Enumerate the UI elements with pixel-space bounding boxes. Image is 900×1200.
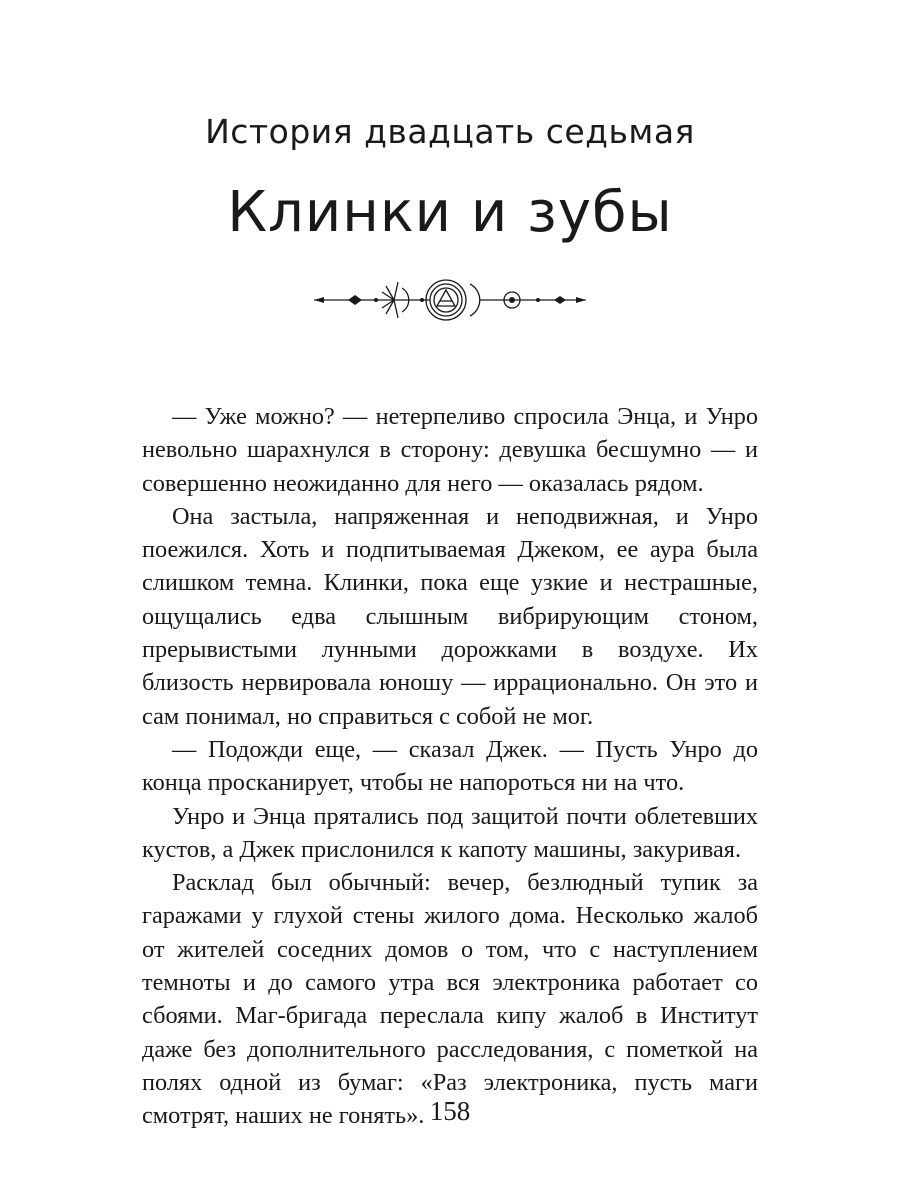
body-text xyxy=(142,400,758,1133)
page-number: 158 xyxy=(429,1096,471,1126)
chapter-number: История двадцать седьмая xyxy=(205,112,695,151)
paragraph: Она застыла, напряженная и неподвижная, и Унро поежился. Хоть и подпитываемая Джеком, ее аура была слишком темна. Клинки, пока еще узкие и нестрашные, ощущались едва слышным вибрирующим стоном, прерывистыми лунными дорожками в воздухе. Их близость нервировала юношу — иррационально. Он это и сам понимал, но справиться с собой не мог. xyxy=(142,502,758,730)
paragraph: — Уже можно? — нетерпеливо спросила Энца, и Унро невольно шарахнулся в сторону: девушка бесшумно — и совершенно неожиданно для него — оказалась рядом. xyxy=(142,403,758,497)
paragraph: Унро и Энца прятались под защитой почти облетевших кустов, а Джек прислонился к капоту машины, закуривая. xyxy=(142,802,758,863)
paragraph: — Подожди еще, — сказал Джек. — Пусть Унро до конца просканирует, чтобы не напороться ни на что. xyxy=(142,735,758,797)
celestial-divider-icon xyxy=(310,268,590,332)
chapter-title: Клинки и зубы xyxy=(227,180,673,245)
paragraph: Расклад был обычный: вечер, безлюдный тупик за гаражами у глухой стены жилого дома. Несколько жалоб от жителей соседних домов о том, что с наступлением темноты и до самого утра вся электроника работает со сбоями. Маг-бригада переслала кипу жалоб в Институт даже без дополнительного расследования, с пометкой на полях одной из бумаг: «Раз электроника, пусть маги смотрят, наших не гонять». xyxy=(142,869,758,1130)
